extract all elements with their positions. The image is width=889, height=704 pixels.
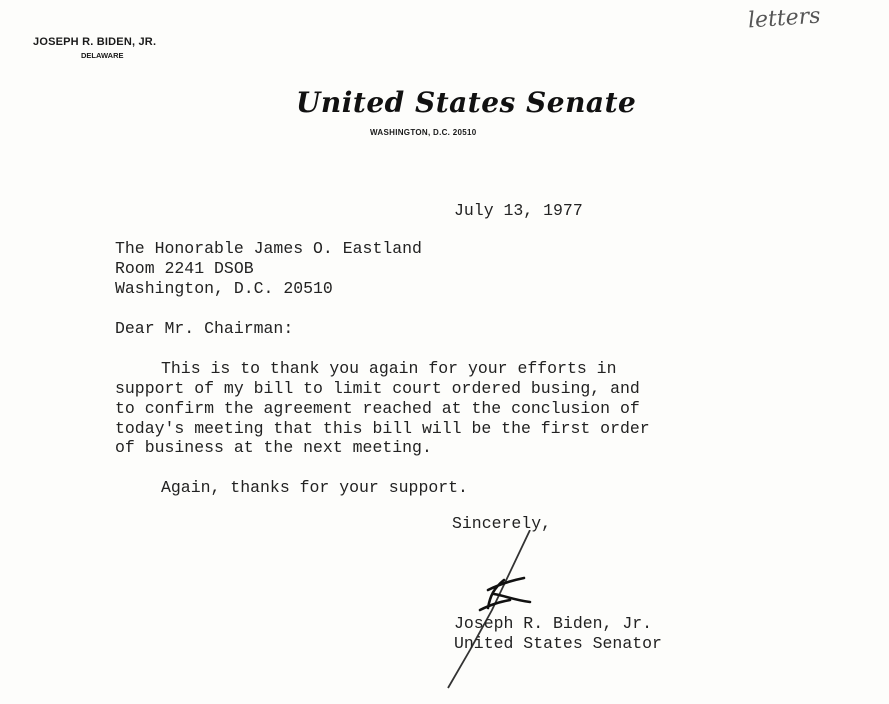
body-line: support of my bill to limit court ordered busing, and bbox=[115, 379, 640, 398]
letterhead-title: United States Senate bbox=[296, 86, 637, 119]
body-line: This is to thank you again for your efforts in bbox=[161, 359, 617, 378]
body-line: to confirm the agreement reached at the conclusion of bbox=[115, 399, 640, 418]
signer-title: United States Senator bbox=[454, 634, 662, 653]
sign-off: Sincerely, bbox=[452, 514, 552, 533]
closing-paragraph: Again, thanks for your support. bbox=[161, 478, 468, 497]
address-line: Room 2241 DSOB bbox=[115, 259, 254, 278]
letter-date: July 13, 1977 bbox=[454, 201, 583, 220]
sender-name: JOSEPH R. BIDEN, JR. bbox=[33, 36, 157, 48]
body-line: of business at the next meeting. bbox=[115, 438, 432, 457]
body-line: today's meeting that this bill will be the first order bbox=[115, 419, 650, 438]
address-line: The Honorable James O. Eastland bbox=[115, 239, 422, 258]
address-line: Washington, D.C. 20510 bbox=[115, 279, 333, 298]
letterhead-city: WASHINGTON, D.C. 20510 bbox=[370, 128, 477, 137]
handwritten-note: letters bbox=[747, 3, 822, 34]
signer-name: Joseph R. Biden, Jr. bbox=[454, 614, 653, 633]
signature bbox=[430, 530, 570, 690]
salutation: Dear Mr. Chairman: bbox=[115, 319, 294, 338]
sender-state: DELAWARE bbox=[81, 51, 124, 60]
